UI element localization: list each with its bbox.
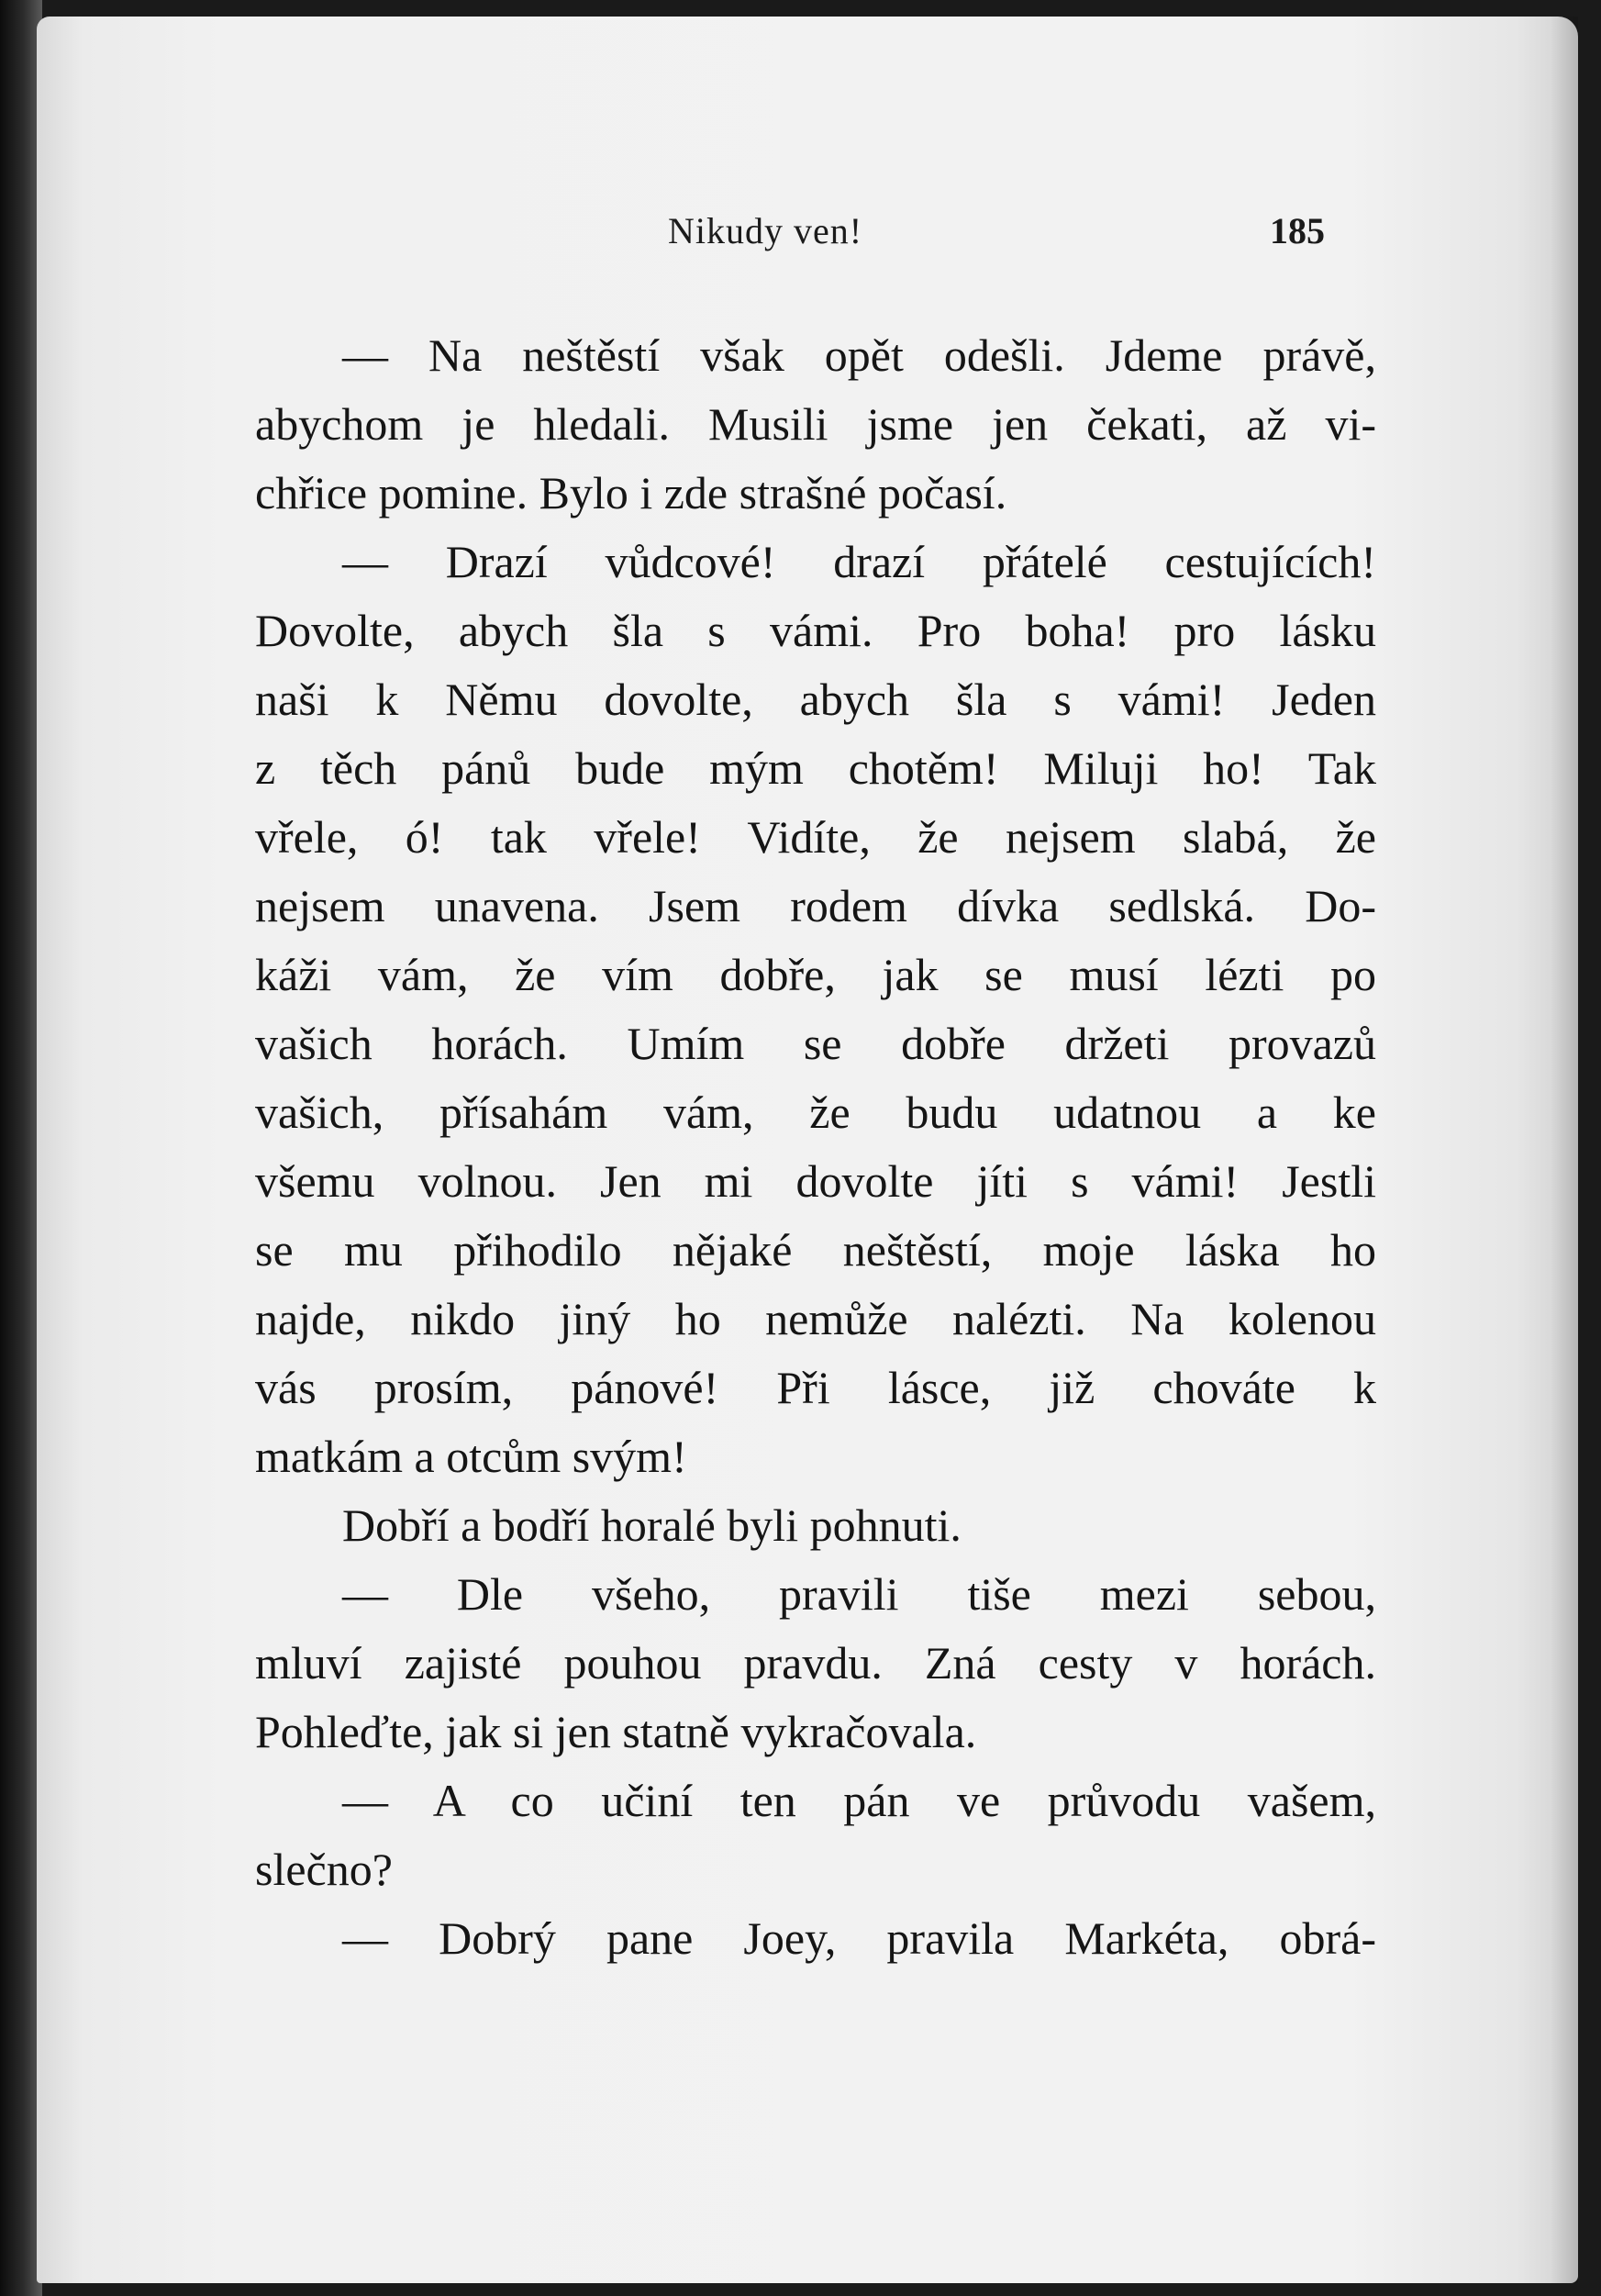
text-line: — Na neštěstí však opět odešli. Jdeme právě,: [342, 329, 1376, 381]
text-line: Pohleďte, jak si jen statně vykračovala.: [255, 1706, 977, 1757]
text-line: mluví zajisté pouhou pravdu. Zná cesty v horách.: [255, 1637, 1376, 1689]
text-line: chřice pomine. Bylo i zde strašné počasí.: [255, 467, 1007, 518]
text-line: — Drazí vůdcové! drazí přátelé cestujících!: [342, 536, 1376, 587]
book-page: [37, 17, 1578, 2283]
text-line: vašich horách. Umím se dobře držeti provazů: [255, 1018, 1376, 1069]
text-line: se mu přihodilo nějaké neštěstí, moje láska ho: [255, 1224, 1376, 1276]
text-line: Dovolte, abych šla s vámi. Pro boha! pro lásku: [255, 605, 1376, 656]
text-line: všemu volnou. Jen mi dovolte jíti s vámi! Jestli: [255, 1155, 1376, 1207]
text-line: vašich, přísahám vám, že budu udatnou a ke: [255, 1087, 1376, 1138]
page-header: [37, 209, 1578, 264]
text-line: vás prosím, pánové! Při lásce, již chováte k: [255, 1362, 1376, 1413]
page-number: 185: [1270, 210, 1325, 251]
text-line: nejsem unavena. Jsem rodem dívka sedlská. Do-: [255, 880, 1376, 931]
text-line: káži vám, že vím dobře, jak se musí lézti po: [255, 949, 1376, 1000]
text-line: vřele, ó! tak vřele! Vidíte, že nejsem slabá, že: [255, 811, 1376, 863]
page-edge-shadow: [1551, 17, 1578, 2283]
text-line: matkám a otcům svým!: [255, 1431, 687, 1482]
running-title: Nikudy ven!: [668, 210, 863, 251]
text-line: najde, nikdo jiný ho nemůže nalézti. Na kolenou: [255, 1293, 1376, 1344]
text-line: slečno?: [255, 1844, 393, 1895]
text-line: — Dle všeho, pravili tiše mezi sebou,: [342, 1568, 1376, 1620]
text-line: z těch pánů bude mým chotěm! Miluji ho! Tak: [255, 742, 1376, 794]
body-text: [255, 321, 1376, 1973]
text-line: Dobří a bodří horalé byli pohnuti.: [342, 1499, 962, 1551]
text-line: — Dobrý pane Joey, pravila Markéta, obrá-: [342, 1912, 1376, 1964]
text-line: abychom je hledali. Musili jsme jen čekati, až vi-: [255, 398, 1376, 450]
text-line: — A co učiní ten pán ve průvodu vašem,: [342, 1775, 1376, 1826]
text-line: naši k Němu dovolte, abych šla s vámi! Jeden: [255, 674, 1376, 725]
